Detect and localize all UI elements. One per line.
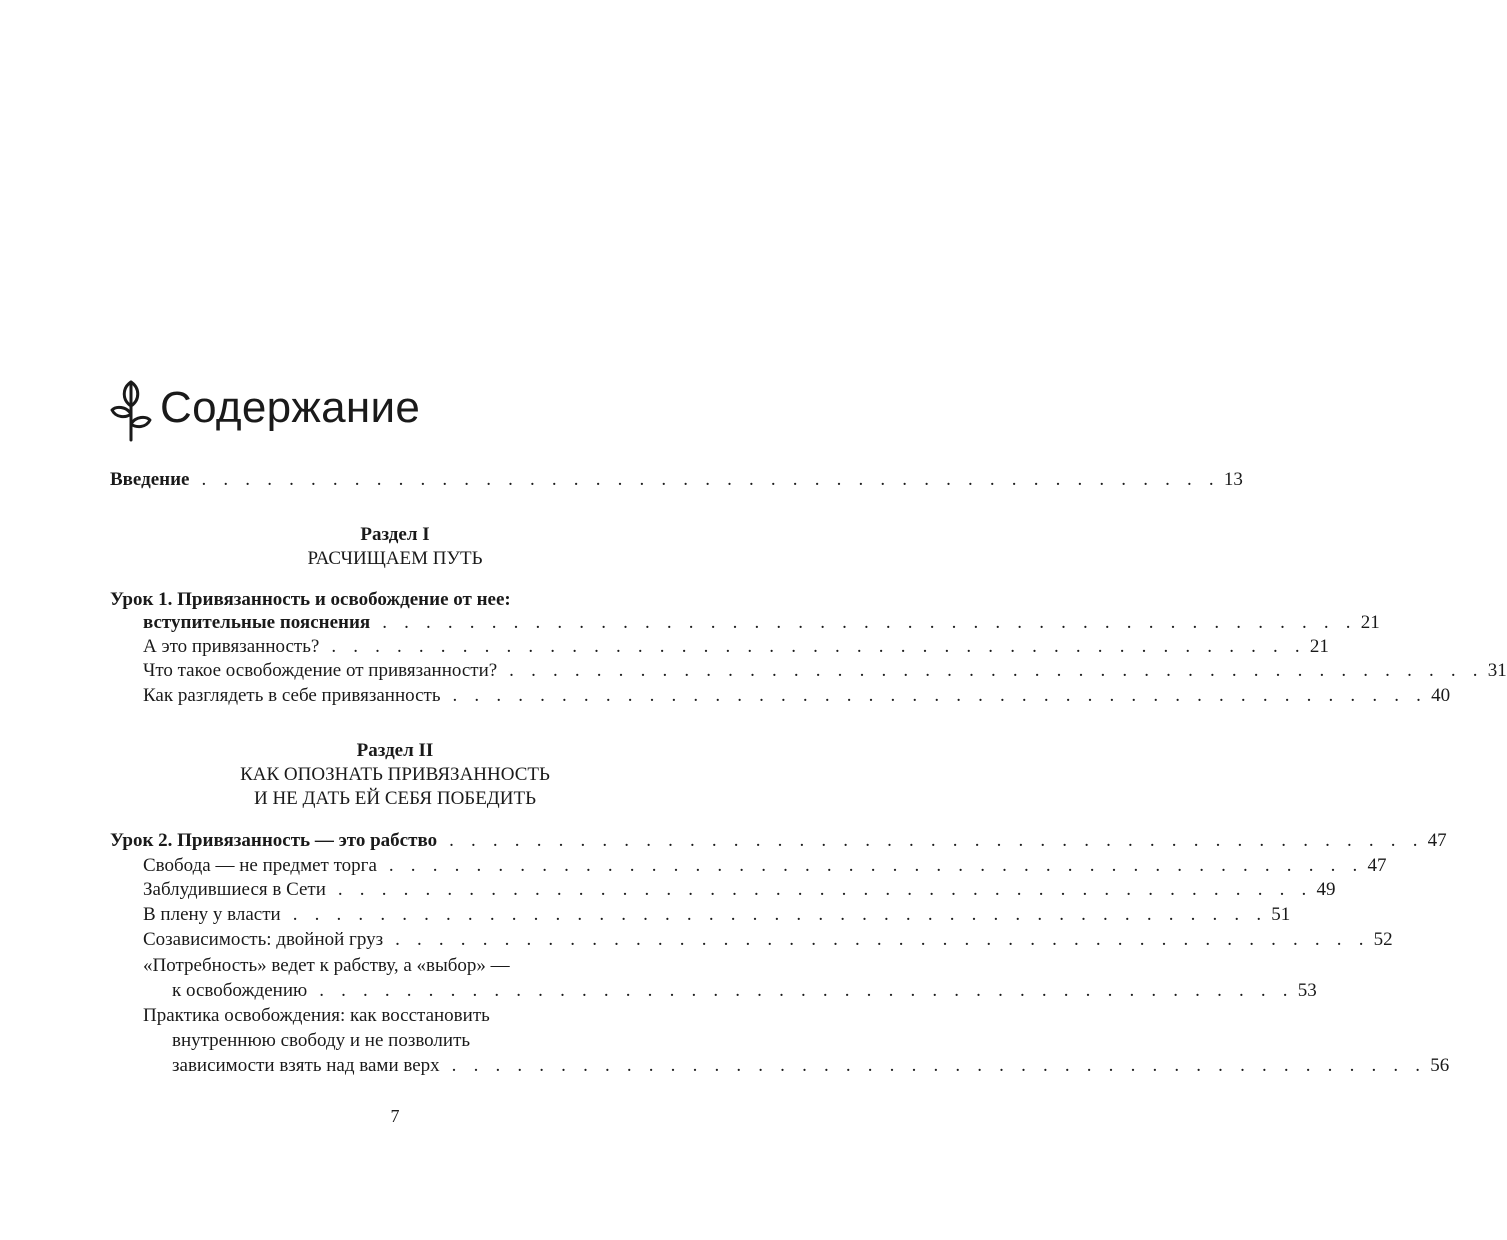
page-title: Содержание: [160, 383, 421, 432]
toc-entry-page: 40: [1431, 685, 1451, 706]
toc-entry-page: 21: [1309, 636, 1329, 657]
toc-entry-page: 53: [1297, 980, 1317, 1001]
toc-entry[interactable]: [143, 928, 1393, 952]
leader-dots: . . . . . . . . . . . . . . . . . . . . . . . . . . . . . . . . . . . . . . . . . . . . .: [388, 855, 1364, 876]
toc-entry-lesson2[interactable]: [110, 829, 1447, 853]
leader-dots: . . . . . . . . . . . . . . . . . . . . . . . . . . . . . . . . . . . . . . . . . . . . .: [292, 904, 1268, 925]
toc-entry[interactable]: [172, 979, 1317, 1003]
section-label: Раздел II: [356, 740, 434, 761]
toc-entry-label: зависимости взять над вами верх: [172, 1055, 440, 1076]
toc-entry-label: В плену у власти: [143, 904, 281, 925]
lesson-title[interactable]: Урок 1. Привязанность и освобождение от нее:: [110, 589, 511, 610]
toc-entry[interactable]: [143, 635, 1329, 659]
toc-entry[interactable]: [143, 903, 1291, 927]
toc-entry-label: Урок 2. Привязанность — это рабство: [110, 830, 438, 851]
toc-entry[interactable]: [172, 1054, 1450, 1078]
contents-heading: [110, 368, 420, 448]
toc-entry[interactable]: [143, 684, 1451, 708]
toc-entry-label: Созависимость: двойной груз: [143, 929, 384, 950]
toc-entry-label: Как разглядеть в себе привязанность: [143, 685, 441, 706]
leader-dots: . . . . . . . . . . . . . . . . . . . . . . . . . . . . . . . . . . . . . . . . . . . . . . .: [201, 469, 1220, 490]
leader-dots: . . . . . . . . . . . . . . . . . . . . . . . . . . . . . . . . . . . . . . . . . . . . .: [449, 830, 1424, 851]
toc-entry-label: Свобода — не предмет торга: [143, 855, 377, 876]
sprout-leaf-icon: [110, 374, 152, 442]
toc-entry-lesson1[interactable]: [143, 611, 1380, 635]
leader-dots: . . . . . . . . . . . . . . . . . . . . . . . . . . . . . . . . . . . . . . . . . . . . .: [331, 636, 1306, 657]
toc-entry-page: 52: [1373, 929, 1393, 950]
toc-entry-label: к освобождению: [172, 980, 308, 1001]
leader-dots: . . . . . . . . . . . . . . . . . . . . . . . . . . . . . . . . . . . . . . . . . . . . .: [382, 612, 1357, 633]
toc-entry[interactable]: [143, 659, 1507, 683]
toc-entry-page: 56: [1430, 1055, 1450, 1076]
toc-entry-page: 21: [1360, 612, 1380, 633]
leader-dots: . . . . . . . . . . . . . . . . . . . . . . . . . . . . . . . . . . . . . . . . . . . . .: [452, 685, 1428, 706]
toc-entry-label: А это привязанность?: [143, 636, 320, 657]
toc-entry-label[interactable]: «Потребность» ведет к рабству, а «выбор» —: [143, 955, 510, 976]
toc-entry[interactable]: [143, 878, 1336, 902]
toc-entry-page: 31: [1487, 660, 1507, 681]
section-title: КАК ОПОЗНАТЬ ПРИВЯЗАННОСТЬ: [240, 764, 550, 785]
page-number: 7: [390, 1106, 400, 1126]
toc-entry-intro[interactable]: [110, 468, 1243, 492]
leader-dots: . . . . . . . . . . . . . . . . . . . . . . . . . . . . . . . . . . . . . . . . . . . . .: [509, 660, 1484, 681]
toc-entry-page: 13: [1223, 469, 1243, 490]
leader-dots: . . . . . . . . . . . . . . . . . . . . . . . . . . . . . . . . . . . . . . . . . . . . .: [319, 980, 1294, 1001]
toc-entry[interactable]: [143, 854, 1387, 878]
toc-entry-page: 47: [1427, 830, 1447, 851]
section-title: И НЕ ДАТЬ ЕЙ СЕБЯ ПОБЕДИТЬ: [253, 788, 537, 809]
section-label: Раздел I: [360, 524, 430, 545]
toc-entry-label: Что такое освобождение от привязанности?: [143, 660, 498, 681]
leader-dots: . . . . . . . . . . . . . . . . . . . . . . . . . . . . . . . . . . . . . . . . . . . . .: [337, 879, 1313, 900]
toc-entry-label[interactable]: внутреннюю свободу и не позволить: [172, 1030, 471, 1051]
toc-entry-page: 51: [1271, 904, 1291, 925]
toc-entry-page: 47: [1367, 855, 1387, 876]
toc-entry-label: Введение: [110, 469, 190, 490]
toc-entry-label: Заблудившиеся в Сети: [143, 879, 326, 900]
toc-entry-label[interactable]: Практика освобождения: как восстановить: [143, 1005, 490, 1026]
leader-dots: . . . . . . . . . . . . . . . . . . . . . . . . . . . . . . . . . . . . . . . . . . . . .: [395, 929, 1370, 950]
toc-entry-page: 49: [1316, 879, 1336, 900]
leader-dots: . . . . . . . . . . . . . . . . . . . . . . . . . . . . . . . . . . . . . . . . . . . . .: [451, 1055, 1427, 1076]
section-title: РАСЧИЩАЕМ ПУТЬ: [307, 548, 483, 569]
toc-entry-label: вступительные пояснения: [143, 612, 371, 633]
